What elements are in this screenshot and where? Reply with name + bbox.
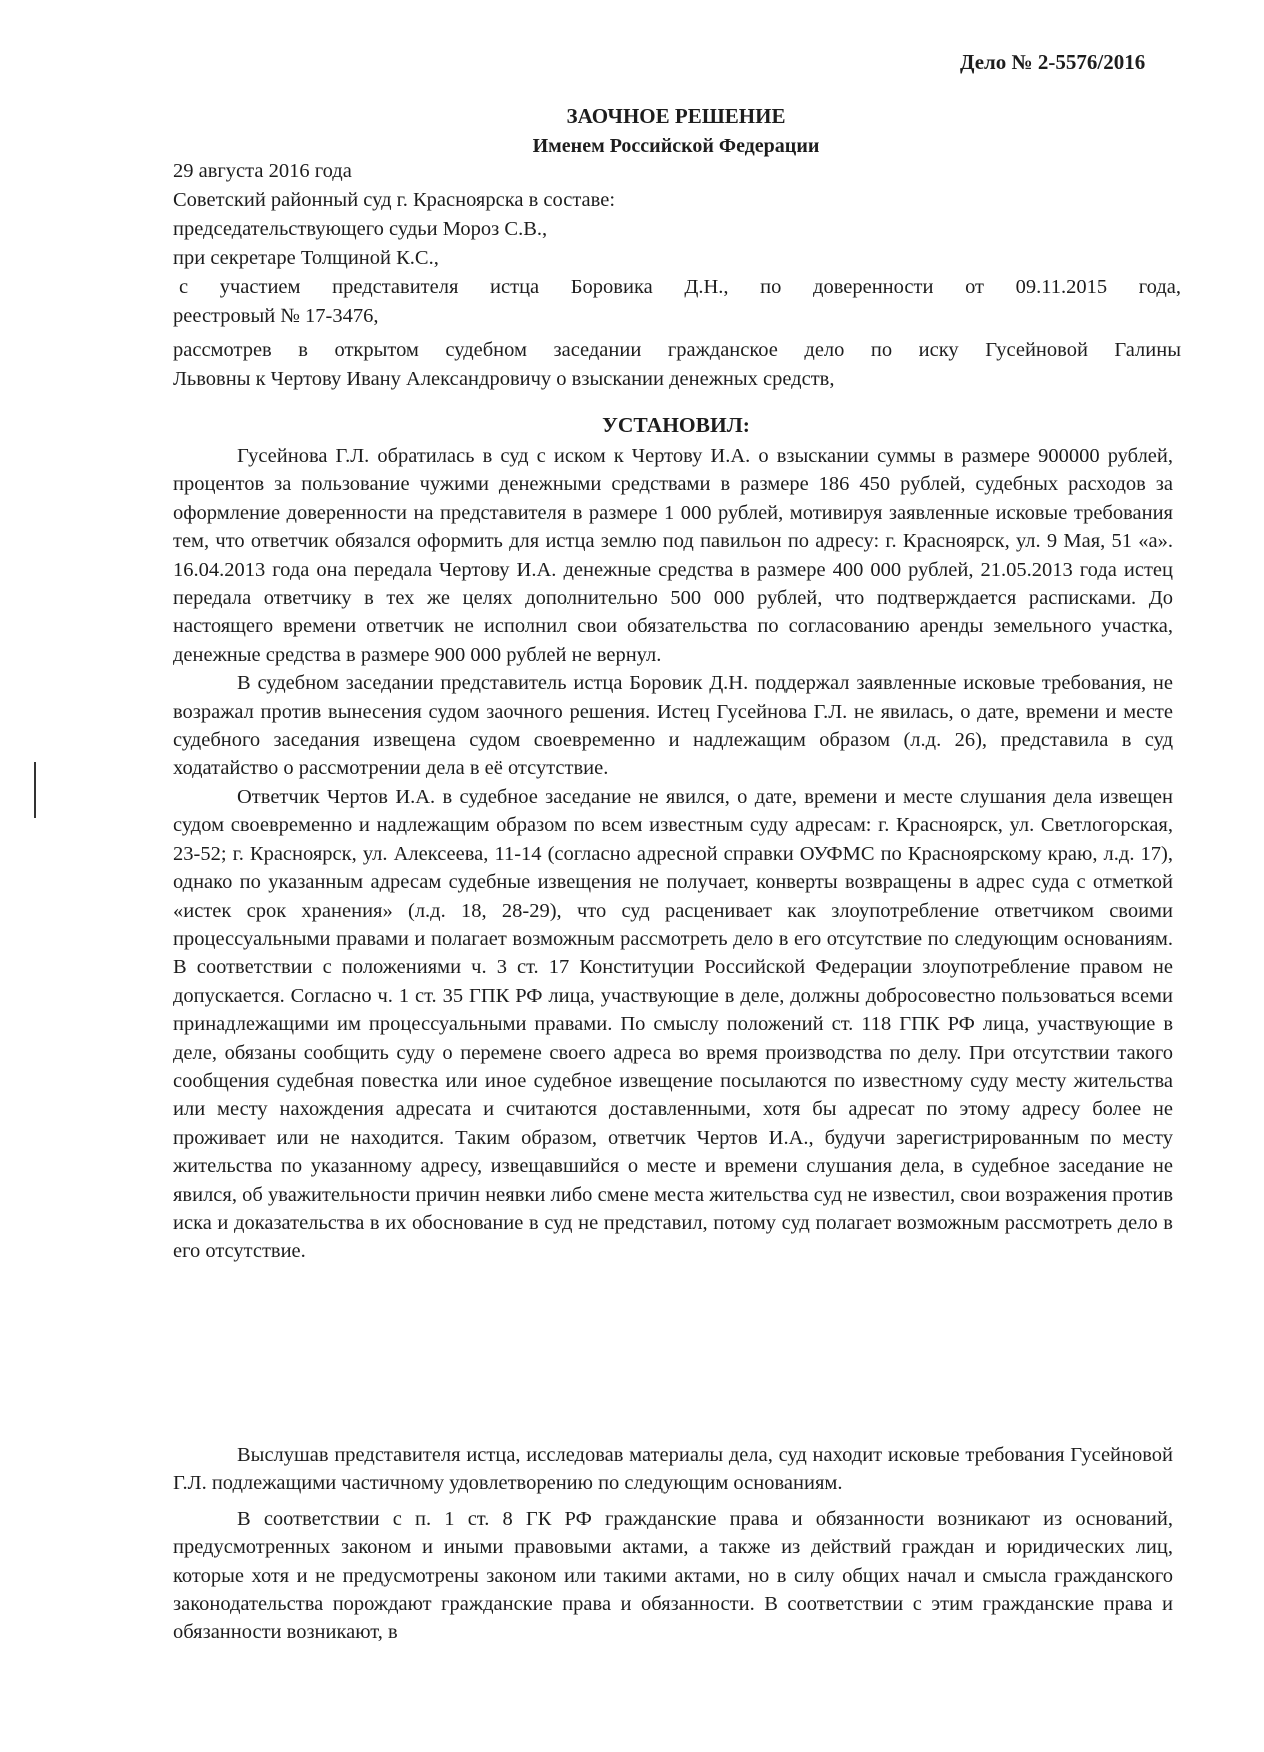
body-section-2 <box>173 1441 1173 1647</box>
presiding-judge: председательствующего судьи Мороз С.В., <box>173 218 548 240</box>
paragraph-claim: Гусейнова Г.Л. обратилась в суд с иском к Чертову И.А. о взыскании суммы в размере 900000 рублей, процентов за пользование чужими денежными средствами в размере 186 450 рублей, судебных расходов за оформление доверенности на представителя в размере 1 000 рублей, мотивируя заявленные исковые требования тем, что ответчик обязался оформить для истца землю под павильон по адресу: г. Красноярск, ул. 9 Мая, 51 «а». 16.04.2013 года она передала Чертову И.А. денежные средства в размере 400 000 рублей, 21.05.2013 года истец передала ответчику в тех же целях дополнительно 500 000 рублей, что подтверждается расписками. До настоящего времени ответчик не исполнил свои обязательства по согласованию аренды земельного участка, денежные средства в размере 900 000 рублей не вернул. <box>173 445 1173 666</box>
decision-date: 29 августа 2016 года <box>173 160 352 182</box>
document-title: ЗАОЧНОЕ РЕШЕНИЕ <box>566 104 786 128</box>
paragraph-court-finding: Выслушав представителя истца, исследовав материалы дела, суд находит исковые требования Гусейновой Г.Л. подлежащими частичному удовлетворению по следующим основаниям. <box>173 1444 1173 1495</box>
court-secretary: при секретаре Толщиной К.С., <box>173 247 439 269</box>
case-description-line-2: Львовны к Чертову Ивану Александровичу о взыскании денежных средств, <box>173 368 835 390</box>
paragraph-defendant-absence: Ответчик Чертов И.А. в судебное заседание не явился, о дате, времени и месте слушания дела извещен судом своевременно и надлежащим образом по всем известным суду адресам: г. Красноярск, ул. Светлогорская, 23-52; г. Красноярск, ул. Алексеева, 11-14 (согласно адресной справки ОУФМС по Красноярскому краю, л.д. 17), однако по указанным адресам судебные извещения не получает, конверты возвращены в адрес суда с отметкой «истек срок хранения» (л.д. 18, 28-29), что суд расценивает как злоупотребление ответчиком своими процессуальными правами и полагает возможным рассмотреть дело в его отсутствие по следующим основаниям. В соответствии с положениями ч. 3 ст. 17 Конституции Российской Федерации злоупотребление правом не допускается. Согласно ч. 1 ст. 35 ГПК РФ лица, участвующие в деле, должны добросовестно пользоваться всеми принадлежащими им процессуальными правами. По смыслу положений ст. 118 ГПК РФ лица, участвующие в деле, обязаны сообщить суду о перемене своего адреса во время производства по делу. При отсутствии такого сообщения судебная повестка или иное судебное извещение посылаются по известному суду месту жительства или месту нахождения адресата и считаются доставленными, хотя бы адресат по этому адресу более не проживает или не находится. Таким образом, ответчик Чертов И.А., будучи зарегистрированным по месту жительства по указанному адресу, извещавшийся о месте и времени слушания дела, в судебное заседание не явился, об уважительности причин неявки либо смене места жительства суд не известил, свои возражения против иска и доказательства в их обоснование в суд не представил, потому суд полагает возможным рассмотреть дело в его отсутствие. <box>173 785 1173 1263</box>
intro-block <box>173 157 1181 394</box>
established-heading: УСТАНОВИЛ: <box>602 413 750 437</box>
body-section-1 <box>173 442 1173 1266</box>
registry-line: реестровый № 17-3476, <box>173 305 379 327</box>
case-number: Дело № 2-5576/2016 <box>960 50 1146 74</box>
paragraph-legal-basis: В соответствии с п. 1 ст. 8 ГК РФ гражданские права и обязанности возникают из оснований, предусмотренных законом и иными правовыми актами, а также из действий граждан и юридических лиц, которые хотя и не предусмотрены законом или такими актами, но в силу общих начал и смысла гражданского законодательства порождают гражданские права и обязанности. В соответствии с этим гражданские права и обязанности возникают, в <box>173 1507 1173 1644</box>
margin-mark <box>34 762 36 818</box>
case-description-line-1: рассмотрев в открытом судебном заседании гражданское дело по иску Гусейновой Галины <box>173 339 1181 361</box>
court-name: Советский районный суд г. Красноярска в составе: <box>173 189 616 211</box>
document-subtitle: Именем Российской Федерации <box>532 135 820 157</box>
paragraph-plaintiff-hearing: В судебном заседании представитель истца Боровик Д.Н. поддержал заявленные исковые требования, не возражал против вынесения судом заочного решения. Истец Гусейнова Г.Л. не явилась, о дате, времени и месте судебного заседания извещена судом своевременно и надлежащим образом (л.д. 26), представила в суд ходатайство о рассмотрении дела в её отсутствие. <box>173 672 1173 780</box>
participation-line: с участием представителя истца Боровика Д.Н., по доверенности от 09.11.2015 года, <box>179 276 1181 298</box>
